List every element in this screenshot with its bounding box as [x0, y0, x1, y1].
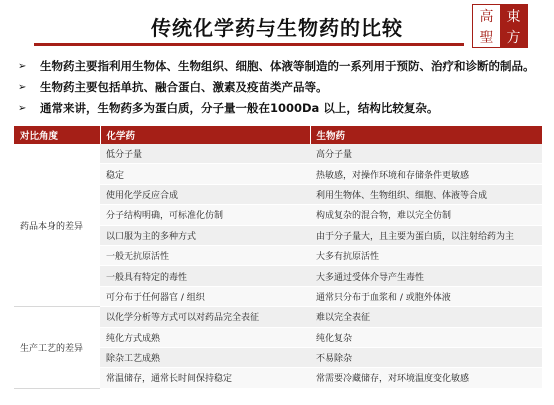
chemical-drug-cell: 一般无抗原活性: [100, 245, 310, 265]
bullet-item: [18, 58, 548, 79]
biologic-drug-cell: 常需要冷藏储存，对环境温度变化敏感: [310, 368, 542, 388]
arrow-bullet-icon: ➢: [18, 61, 27, 72]
bullet-item: [18, 100, 548, 121]
logo-char: 聖: [479, 29, 494, 46]
table-header-row: [14, 126, 542, 144]
arrow-bullet-icon: ➢: [18, 82, 27, 93]
table-row: [14, 307, 542, 327]
biologic-drug-cell: 由于分子量大，且主要为蛋白质，以注射给药为主: [310, 225, 542, 245]
biologic-drug-cell: 高分子量: [310, 144, 542, 164]
bullet-text: 生物药主要指利用生物体、生物组织、细胞、体液等制造的一系列用于预防、治疗和诊断的制品。: [40, 59, 535, 73]
company-logo: [472, 4, 528, 48]
table-body: [14, 144, 542, 388]
biologic-drug-cell: 纯化复杂: [310, 327, 542, 347]
chemical-drug-cell: 稳定: [100, 164, 310, 184]
table-row: [14, 144, 542, 164]
biologic-drug-cell: 通常只分布于血浆和 / 或胞外体液: [310, 286, 542, 306]
biologic-drug-cell: 不易除杂: [310, 347, 542, 367]
chemical-drug-cell: 可分布于任何器官 / 组织: [100, 286, 310, 306]
bullet-text: 通常来讲，生物药多为蛋白质，分子量一般在1000Da 以上，结构比较复杂。: [40, 101, 439, 115]
biologic-drug-cell: 大多有抗原活性: [310, 245, 542, 265]
comparison-table: [14, 126, 543, 389]
bullet-item: [18, 79, 548, 100]
chemical-drug-cell: 分子结构明确，可标准化仿制: [100, 205, 310, 225]
chemical-drug-cell: 以口服为主的多种方式: [100, 225, 310, 245]
arrow-bullet-icon: ➢: [18, 103, 27, 114]
logo-char: 方: [500, 26, 527, 47]
bullet-text: 生物药主要包括单抗、融合蛋白、激素及疫苗类产品等。: [40, 80, 328, 94]
column-header: 对比角度: [14, 126, 100, 144]
bullet-list: [18, 58, 548, 121]
title-underline: [34, 43, 464, 46]
logo-char: 高: [479, 8, 494, 25]
logo-char: 東: [500, 5, 527, 26]
category-cell: 药品本身的差异: [14, 144, 100, 307]
biologic-drug-cell: 热敏感，对操作环境和存储条件更敏感: [310, 164, 542, 184]
category-cell: 生产工艺的差异: [14, 307, 100, 389]
biologic-drug-cell: 利用生物体、生物组织、细胞、体液等合成: [310, 184, 542, 204]
chemical-drug-cell: 除杂工艺成熟: [100, 347, 310, 367]
column-header: 生物药: [310, 126, 542, 144]
chemical-drug-cell: 纯化方式成熟: [100, 327, 310, 347]
column-header: 化学药: [100, 126, 310, 144]
chemical-drug-cell: 低分子量: [100, 144, 310, 164]
biologic-drug-cell: 大多通过受体介导产生毒性: [310, 266, 542, 286]
biologic-drug-cell: 难以完全表征: [310, 307, 542, 327]
chemical-drug-cell: 一般具有特定的毒性: [100, 266, 310, 286]
biologic-drug-cell: 构成复杂的混合物，难以完全仿制: [310, 205, 542, 225]
chemical-drug-cell: 使用化学反应合成: [100, 184, 310, 204]
chemical-drug-cell: 以化学分析等方式可以对药品完全表征: [100, 307, 310, 327]
chemical-drug-cell: 常温储存，通常长时间保持稳定: [100, 368, 310, 388]
page-title: 传统化学药与生物药的比较: [151, 16, 403, 40]
